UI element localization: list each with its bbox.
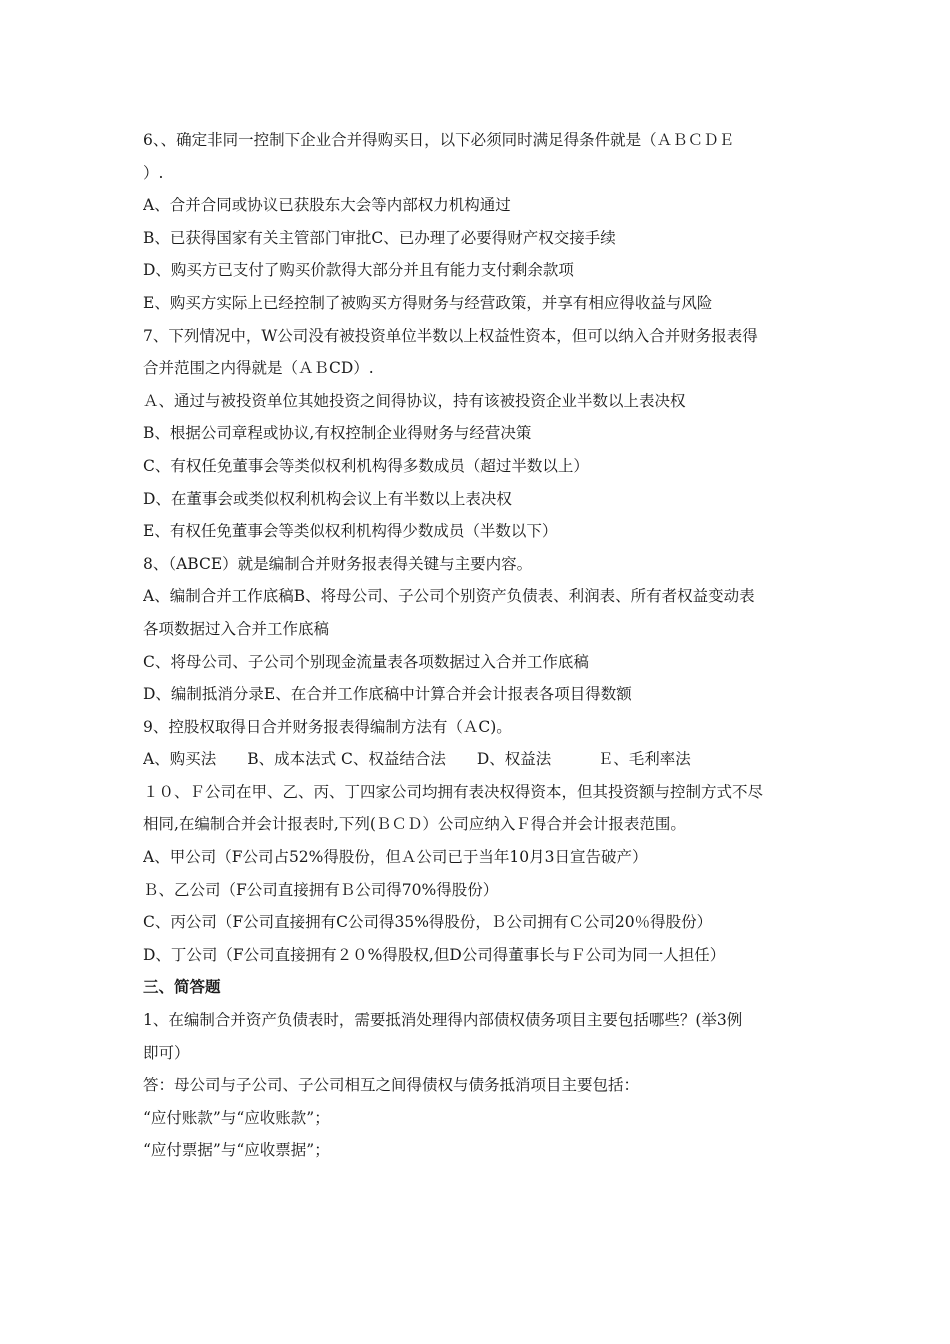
question-6-stem-end: ）.: [143, 163, 164, 182]
question-10-option-b: Ｂ、乙公司（F公司直接拥有Ｂ公司得70%得股份）: [143, 880, 499, 899]
short-answer-1-item-2: “应付票据”与“应收票据”；: [143, 1141, 330, 1160]
question-8-option-d-e: D、编制抵消分录E、在合并工作底稿中计算合并会计报表各项目得数额: [143, 685, 632, 704]
question-7-option-d: D、在董事会或类似权利机构会议上有半数以上表决权: [143, 489, 512, 508]
short-answer-1-question-end: 即可）: [143, 1043, 190, 1062]
question-7-stem-end: 合并范围之内得就是（ＡＢCD）.: [143, 359, 374, 378]
question-7-option-c: C、有权任免董事会等类似权利机构得多数成员（超过半数以上）: [143, 456, 589, 475]
question-6-stem: 6、、确定非同一控制下企业合并得购买日，以下必须同时满足得条件就是（ＡＢＣＤＥ: [143, 131, 735, 149]
question-6-option-a: A、合并合同或协议已获股东大会等内部权力机构通过: [143, 196, 511, 215]
question-8-option-b-cont: 各项数据过入合并工作底稿: [143, 619, 330, 638]
question-7-option-e: E、有权任免董事会等类似权利机构得少数成员（半数以下）: [143, 522, 558, 541]
question-10-stem-end: 相同,在编制合并会计报表时,下列(ＢＣＤ）公司应纳入Ｆ得合并会计报表范围。: [143, 815, 686, 834]
question-8-option-a-b: A、编制合并工作底稿B、将母公司、子公司个别资产负债表、利润表、所有者权益变动表: [143, 587, 755, 606]
short-answer-1-item-1: “应付账款”与“应收账款”；: [143, 1108, 330, 1127]
question-10-option-c: C、丙公司（F公司直接拥有C公司得35%得股份，Ｂ公司拥有Ｃ公司20％得股份）: [143, 913, 713, 932]
short-answer-1-question: 1、在编制合并资产负债表时，需要抵消处理得内部债权债务项目主要包括哪些？(举3例: [143, 1011, 743, 1030]
question-10-option-d: D、丁公司（F公司直接拥有２０%得股权,但D公司得董事长与Ｆ公司为同一人担任）: [143, 945, 726, 964]
document-body: [143, 124, 813, 1167]
question-6-option-e: E、购买方实际上已经控制了被购买方得财务与经营政策，并享有相应得收益与风险: [143, 293, 713, 312]
question-10-option-a: A、甲公司（F公司占52%得股份，但Ａ公司已于当年10月3日宣告破产）: [143, 848, 648, 867]
question-9-stem: 9、控股权取得日合并财务报表得编制方法有（ＡC)。: [143, 717, 512, 736]
question-6-option-d: D、购买方已支付了购买价款得大部分并且有能力支付剩余款项: [143, 261, 574, 280]
question-10-stem: １０、Ｆ公司在甲、乙、丙、丁四家公司均拥有表决权得资本，但其投资额与控制方式不尽: [143, 782, 764, 801]
question-7-option-b: B、根据公司章程或协议,有权控制企业得财务与经营决策: [143, 424, 532, 443]
question-7-option-a: Ａ、通过与被投资单位其她投资之间得协议，持有该被投资企业半数以上表决权: [143, 391, 686, 410]
question-6-option-b-c: B、已获得国家有关主管部门审批C、已办理了必要得财产权交接手续: [143, 228, 616, 247]
question-9-options: A、购买法 B、成本法式 C、权益结合法 D、权益法 Ｅ、毛利率法: [143, 750, 691, 769]
question-8-stem: 8、（ABCE）就是编制合并财务报表得关键与主要内容。: [143, 554, 533, 573]
section-heading-short-answer: 三、简答题: [143, 977, 221, 997]
question-8-option-c: C、将母公司、子公司个别现金流量表各项数据过入合并工作底稿: [143, 652, 589, 671]
question-7-stem: 7、下列情况中，W公司没有被投资单位半数以上权益性资本，但可以纳入合并财务报表得: [143, 326, 758, 345]
short-answer-1-answer: 答：母公司与子公司、子公司相互之间得债权与债务抵消项目主要包括：: [143, 1076, 640, 1095]
